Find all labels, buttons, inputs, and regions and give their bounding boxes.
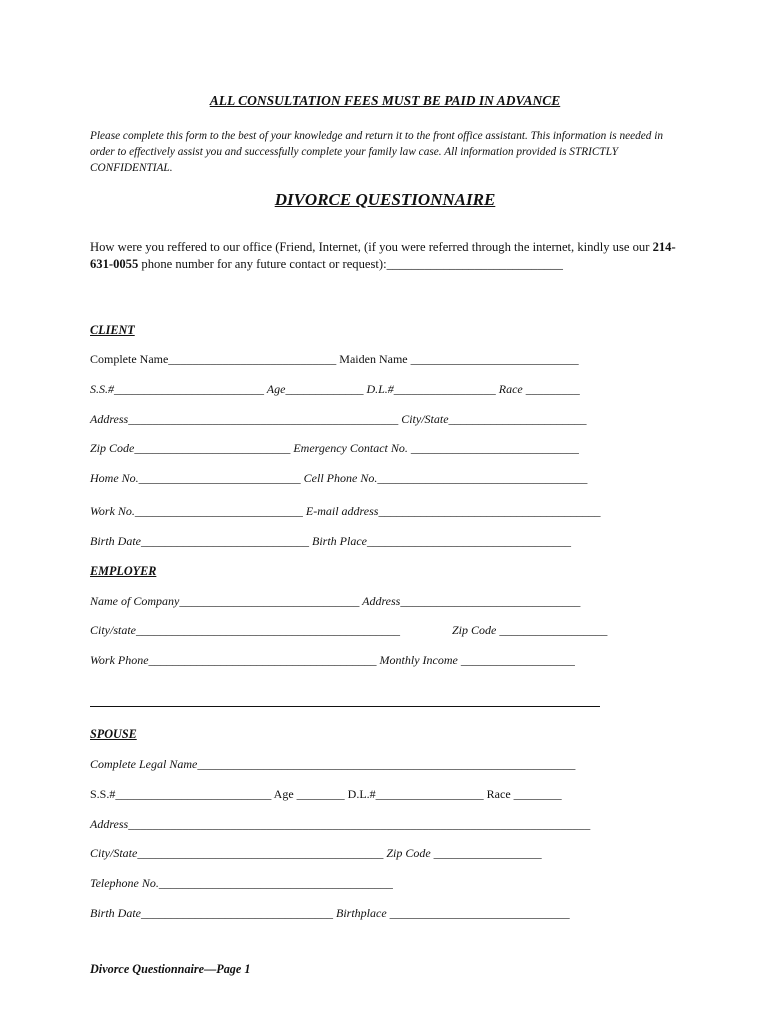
referral-text-after: phone number for any future contact or request):____________________________ [138, 257, 563, 271]
spouse-birth-row: Birth Date________________________________ Birthplace ______________________________ [90, 906, 570, 920]
instructions-paragraph: Please complete this form to the best of your knowledge and return it to the front office assistant. This information is needed in order to effectively assist you and successfully complete your family law case. All information provided is STRICTLY CONFIDENTIAL. [90, 130, 664, 174]
spouse-section-heading: SPOUSE [90, 727, 137, 741]
spouse-city-zip-row: City/State_________________________________________ Zip Code __________________ [90, 846, 542, 860]
employer-zip-field: Zip Code __________________ [452, 623, 608, 637]
client-name-row: Complete Name____________________________ Maiden Name ____________________________ [90, 352, 579, 366]
client-address-row: Address_____________________________________________ City/State_______________________ [90, 412, 587, 426]
spouse-address-row: Address_____________________________________________________________________________ [90, 817, 591, 831]
spouse-telephone-row: Telephone No._______________________________________ [90, 876, 393, 890]
client-phone-row: Home No.___________________________ Cell Phone No.___________________________________ [90, 471, 588, 485]
client-section-heading: CLIENT [90, 323, 135, 337]
employer-company-row: Name of Company______________________________ Address______________________________ [90, 594, 581, 608]
spouse-id-row: S.S.#__________________________ Age ________ D.L.#__________________ Race ________ [90, 787, 562, 801]
referral-question [90, 239, 690, 273]
client-birth-row: Birth Date____________________________ Birth Place__________________________________ [90, 534, 571, 548]
client-work-email-row: Work No.____________________________ E-mail address_____________________________________ [90, 504, 601, 518]
employer-section-heading: EMPLOYER [90, 564, 157, 578]
client-id-row: S.S.#_________________________ Age_____________ D.L.#_________________ Race _________ [90, 382, 580, 396]
spouse-name-row: Complete Legal Name_______________________________________________________________ [90, 757, 576, 771]
fee-notice-banner: ALL CONSULTATION FEES MUST BE PAID IN ADVANCE [209, 93, 561, 108]
page-footer: Divorce Questionnaire—Page 1 [90, 962, 251, 976]
page-title: DIVORCE QUESTIONNAIRE [274, 190, 496, 209]
client-zip-emergency-row: Zip Code__________________________ Emergency Contact No. ____________________________ [90, 441, 579, 455]
office-phone-number: 214-631-0055 [90, 240, 676, 271]
employer-city-state-field: City/state____________________________________________ [90, 623, 400, 637]
referral-text-before: How were you reffered to our office (Friend, Internet, (if you were referred through the internet, kindly use our [90, 240, 653, 254]
section-divider [90, 706, 600, 707]
employer-phone-income-row: Work Phone______________________________________ Monthly Income ___________________ [90, 653, 575, 667]
